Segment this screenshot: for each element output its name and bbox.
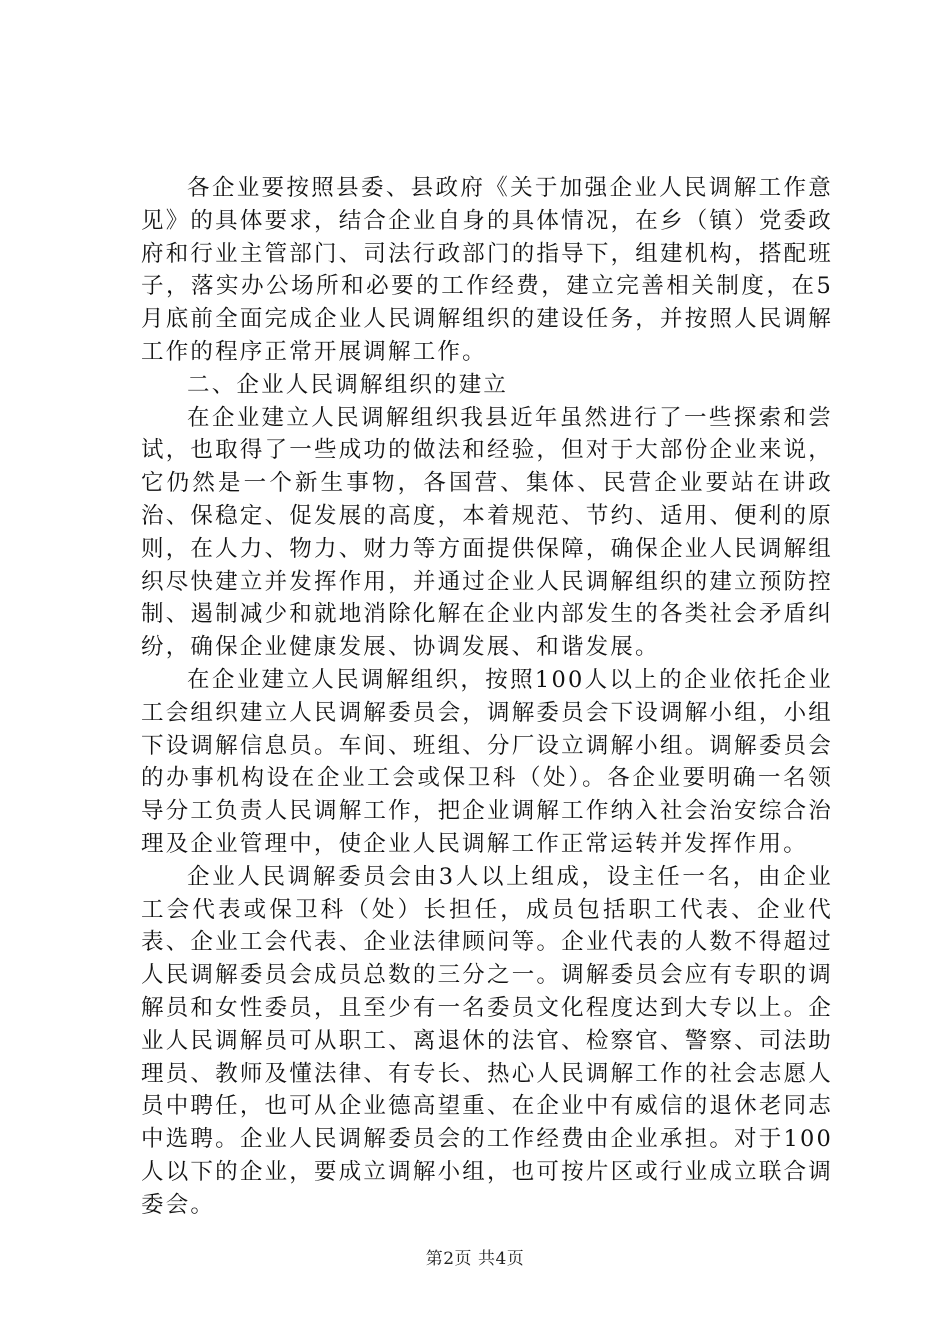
paragraph-structure: 在企业建立人民调解组织，按照100人以上的企业依托企业工会组织建立人民调解委员会，调解委员会下设调解小组，小组下设调解信息员。车间、班组、分厂设立调解小组。调解委员会的办事机构设在企业工会或保卫科（处）。各企业要明确一名领导分工负责人民调解工作，把企业调解工作纳入社会治安综合治理及企业管理中，使企业人民调解工作正常运转并发挥作用。 [141,666,833,857]
section-heading: 二、企业人民调解组织的建立 [187,371,509,398]
paragraph-intro: 各企业要按照县委、县政府《关于加强企业人民调解工作意见》的具体要求，结合企业自身的具体情况，在乡（镇）党委政府和行业主管部门、司法行政部门的指导下，组建机构，搭配班子，落实办公场所和必要的工作经费，建立完善相关制度，在5月底前全面完成企业人民调解组织的建设任务，并按照人民调解工作的程序正常开展调解工作。 [141,175,833,365]
page-number-footer: 第2页 共4页 [425,1249,525,1269]
paragraph-background: 在企业建立人民调解组织我县近年虽然进行了一些探索和尝试，也取得了一些成功的做法和经验，但对于大部份企业来说，它仍然是一个新生事物，各国营、集体、民营企业要站在讲政治、保稳定、促发展的高度，本着规范、节约、适用、便利的原则，在人力、物力、财力等方面提供保障，确保企业人民调解组织尽快建立并发挥作用，并通过企业人民调解组织的建立预防控制、遏制减少和就地消除化解在企业内部发生的各类社会矛盾纠纷，确保企业健康发展、协调发展、和谐发展。 [141,404,833,661]
paragraph-membership: 企业人民调解委员会由3人以上组成，设主任一名，由企业工会代表或保卫科（处）长担任，成员包括职工代表、企业代表、企业工会代表、企业法律顾问等。企业代表的人数不得超过人民调解委员会成员总数的三分之一。调解委员会应有专职的调解员和女性委员，且至少有一名委员文化程度达到大专以上。企业人民调解员可从职工、离退休的法官、检察官、警察、司法助理员、教师及懂法律、有专长、热心人民调解工作的社会志愿人员中聘任，也可从企业德高望重、在企业中有威信的退休老同志中选聘。企业人民调解委员会的工作经费由企业承担。对于100人以下的企业，要成立调解小组，也可按片区或行业成立联合调委会。 [141,863,833,1218]
document-body [141,172,833,1222]
